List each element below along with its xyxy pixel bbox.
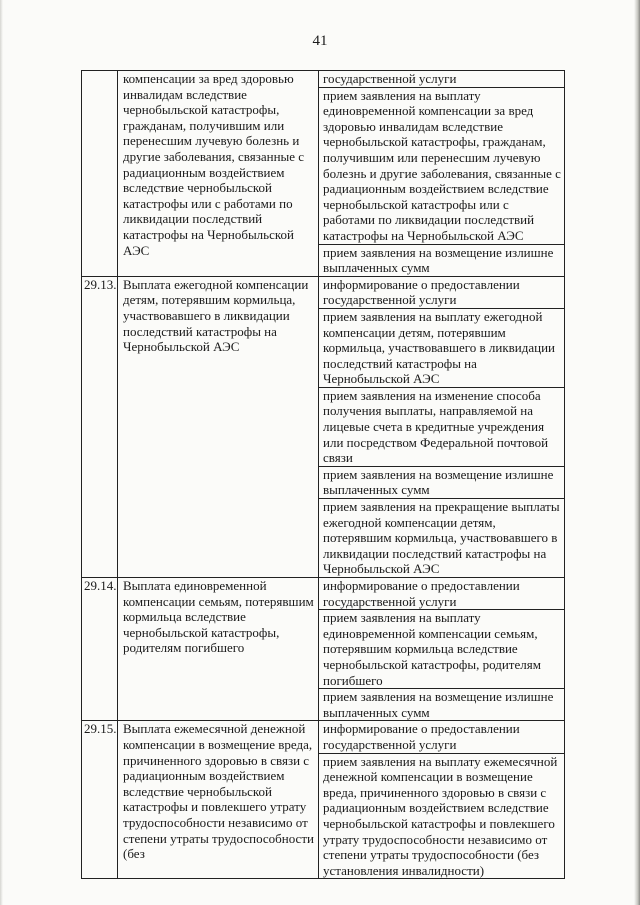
service-name: Выплата ежемесячной денежной компенсации в возмещение вреда, причиненного здоровью в связи с радиационным воздействием вследствие чернобыльской катастрофы и повлекшего утрату трудоспособности независимо от степени утраты трудоспособности (без (118, 721, 319, 879)
action-cell: информирование о предоставлении государственной услуги (319, 721, 565, 753)
table-row (82, 721, 565, 753)
service-name: компенсации за вред здоровью инвалидам вследствие чернобыльской катастрофы, гражданам, получившим или перенесшим лучевую болезнь и другие заболевания, связанные с радиационным воздействием вследствие чернобыльской катастрофы или с работами по ликвидации последствий катастрофы на Чернобыльской АЭС (118, 71, 319, 277)
scan-edge-right (634, 0, 640, 905)
action-cell: информирование о предоставлении государственной услуги (319, 276, 565, 308)
services-table (81, 70, 565, 879)
row-number: 29.14. (82, 578, 118, 721)
table-row (82, 276, 565, 308)
action-cell: прием заявления на выплату единовременной компенсации за вред здоровью инвалидам вследствие чернобыльской катастрофы, гражданам, получившим или перенесшим лучевую болезнь и другие заболевания, связанные с радиационным воздействием вследствие чернобыльской катастрофы или с работами по ликвидации последствий катастрофы на Чернобыльской АЭС (319, 87, 565, 244)
action-cell: информирование о предоставлении государственной услуги (319, 578, 565, 610)
row-number: 29.15. (82, 721, 118, 879)
action-cell: прием заявления на выплату ежегодной компенсации детям, потерявшим кормильца, участвовавшего в ликвидации последствий катастрофы на Чернобыльской АЭС (319, 308, 565, 387)
action-cell: прием заявления на прекращение выплаты ежегодной компенсации детям, потерявшим кормильца, участвовавшего в ликвидации последствий катастрофы на Чернобыльской АЭС (319, 499, 565, 578)
table-row (82, 71, 565, 88)
action-cell: прием заявления на выплату единовременной компенсации семьям, потерявшим кормильца вследствие чернобыльской катастрофы, родителям погибшего (319, 610, 565, 689)
service-name: Выплата единовременной компенсации семьям, потерявшим кормильца вследствие чернобыльской катастрофы, родителям погибшего (118, 578, 319, 721)
action-cell: государственной услуги (319, 71, 565, 88)
action-cell: прием заявления на выплату ежемесячной денежной компенсации в возмещение вреда, причиненного здоровью в связи с радиационным воздействием вследствие чернобыльской катастрофы и повлекшего утрату трудоспособности независимо от степени утраты трудоспособности (без установления инвалидности) (319, 753, 565, 879)
services-table-body (82, 71, 565, 879)
table-row (82, 578, 565, 610)
action-cell: прием заявления на возмещение излишне выплаченных сумм (319, 244, 565, 276)
action-cell: прием заявления на изменение способа получения выплаты, направляемой на лицевые счета в кредитные учреждения или посредством Федеральной почтовой связи (319, 387, 565, 466)
page-number: 41 (312, 33, 328, 49)
row-number: 29.13. (82, 276, 118, 577)
scan-edge-left (0, 0, 3, 905)
action-cell: прием заявления на возмещение излишне выплаченных сумм (319, 689, 565, 721)
action-cell: прием заявления на возмещение излишне выплаченных сумм (319, 466, 565, 498)
row-number (82, 71, 118, 277)
service-name: Выплата ежегодной компенсации детям, потерявшим кормильца, участвовавшего в ликвидации последствий катастрофы на Чернобыльской АЭС (118, 276, 319, 577)
